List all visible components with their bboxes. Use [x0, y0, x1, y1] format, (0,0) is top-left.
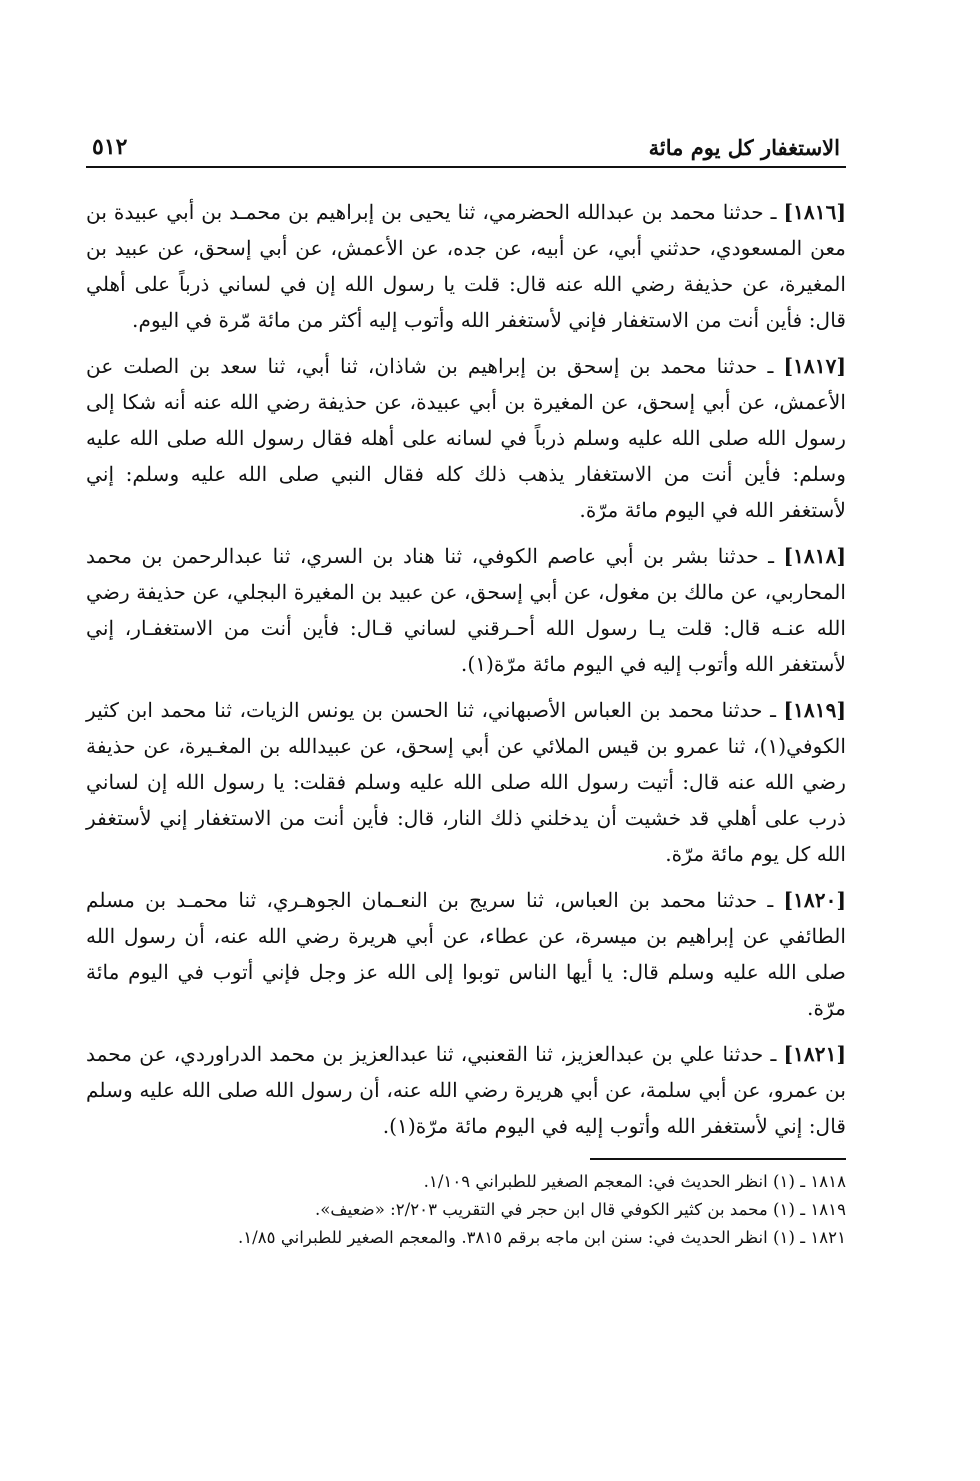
hadith-text: ـ حدثنا محمد بن إسحق بن إبراهيم بن شاذان، ثنا أبي، ثنا سعد بن الصلت عن الأعمش، عن أبي إسحق، عن المغيرة بن أبي عبيدة، عن حذيفة رضي الله عنه أنه شكا إلى رسول الله صلى الله عليه وسلم ذرباً في لسانه على أهله فقال رسول الله صلى الله عليه وسلم: فأين أنت من الاستغفار يذهب ذلك كله فقال النبي صلى الله عليه وسلم: إني لأستغفر الله في اليوم مائة مرّة.: [86, 354, 846, 522]
page-number: ٥١٢: [92, 134, 128, 160]
footnote: ١٨١٨ ـ (١) انظر الحديث في: المعجم الصغير للطبراني ١/١٠٩.: [423, 1172, 846, 1191]
hadith-number: [١٨١٦]: [783, 200, 846, 224]
hadith-entry: [86, 692, 846, 872]
hadith-text: ـ حدثنا محمد بن عبدالله الحضرمي، ثنا يحيى بن إبراهيم بن محمـد بن أبي عبيدة بن معن المسعودي، حدثني أبي، عن أبيه، عن جده، عن الأعمش، عن أبي إسحق، عن عبيد بن المغيرة، عن حذيفة رضي الله عنه قال: قلت يا رسول الله إن في لساني ذرباً على أهلي قال: فأين أنت من الاستغفار فإني لأستغفر الله وأتوب إليه أكثر من مائة مّرة في اليوم.: [86, 200, 846, 332]
hadith-entry: [86, 882, 846, 1026]
hadith-text: ـ حدثنا علي بن عبدالعزيز، ثنا القعنبي، ثنا عبدالعزيز بن محمد الدراوردي، عن محمد بن عمرو، عن أبي سلمة، عن أبي هريرة رضي الله عنه، أن رسول الله صلى الله عليه وسلم قال: إني لأستغفر الله وأتوب إليه في اليوم مائة مرّة(١).: [86, 1042, 846, 1138]
footnotes: [86, 1168, 846, 1252]
hadith-number: [١٨٢٠]: [783, 888, 846, 912]
hadith-number: [١٨٢١]: [783, 1042, 846, 1066]
hadith-number: [١٨١٨]: [783, 544, 847, 568]
hadith-text: ـ حدثنا محمد بن العباس، ثنا سريج بن النعـمان الجوهـري، ثنا محمـد بن مسلم الطائفي عن إبراهيم بن ميسرة، عن عطاء، عن أبي هريرة رضي الله عنه، أن رسول الله صلى الله عليه وسلم قال: يا أيها الناس توبوا إلى الله عز وجل فإني أتوب في اليوم مائة مرّة.: [86, 888, 846, 1020]
hadith-text: ـ حدثنا بشر بن أبي عاصم الكوفي، ثنا هناد بن السري، ثنا عبدالرحمن بن محمد المحاربي، عن مالك بن مغول، عن أبي إسحق، عن عبيد بن المغيرة البجلي، عن حذيفة رضي الله عنـه قال: قلت يـا رسول الله أحـرقني لساني قـال: فأين أنت من الاستغفـار، إني لأستغفر الله وأتوب إليه في اليوم مائة مرّة(١).: [86, 544, 846, 676]
hadith-entry: [86, 194, 846, 338]
running-title: الاستغفار كل يوم مائة: [648, 135, 840, 160]
footnote: ١٨١٩ ـ (١) محمد بن كثير الكوفي قال ابن حجر في التقريب ٢/٢٠٣: «ضعيف».: [315, 1200, 846, 1219]
hadith-number: [١٨١٩]: [783, 698, 846, 722]
page-body: [86, 194, 846, 1144]
footnote-divider: [590, 1158, 846, 1160]
hadith-entry: [86, 1036, 846, 1144]
book-page: [86, 124, 846, 1252]
hadith-number: [١٨١٧]: [783, 354, 847, 378]
hadith-text: ـ حدثنا محمد بن العباس الأصبهاني، ثنا الحسن بن يونس الزيات، ثنا محمد ابن كثير الكوفي(١)، ثنا عمرو بن قيس الملائي عن أبي إسحق، عن عبيدالله بن المغـيرة، عن حذيفة رضي الله عنه قال: أتيت رسول الله صلى الله عليه وسلم فقلت: يا رسول الله إن لساني ذرب على أهلي قد خشيت أن يدخلني ذلك النار، قال: فأين أنت من الاستغفار إني لأستغفر الله كل يوم مائة مرّة.: [86, 698, 846, 866]
page-header: [86, 124, 846, 168]
hadith-entry: [86, 538, 846, 682]
hadith-entry: [86, 348, 846, 528]
footnote: ١٨٢١ ـ (١) انظر الحديث في: سنن ابن ماجه برقم ٣٨١٥. والمعجم الصغير للطبراني ١/٨٥.: [237, 1228, 846, 1247]
